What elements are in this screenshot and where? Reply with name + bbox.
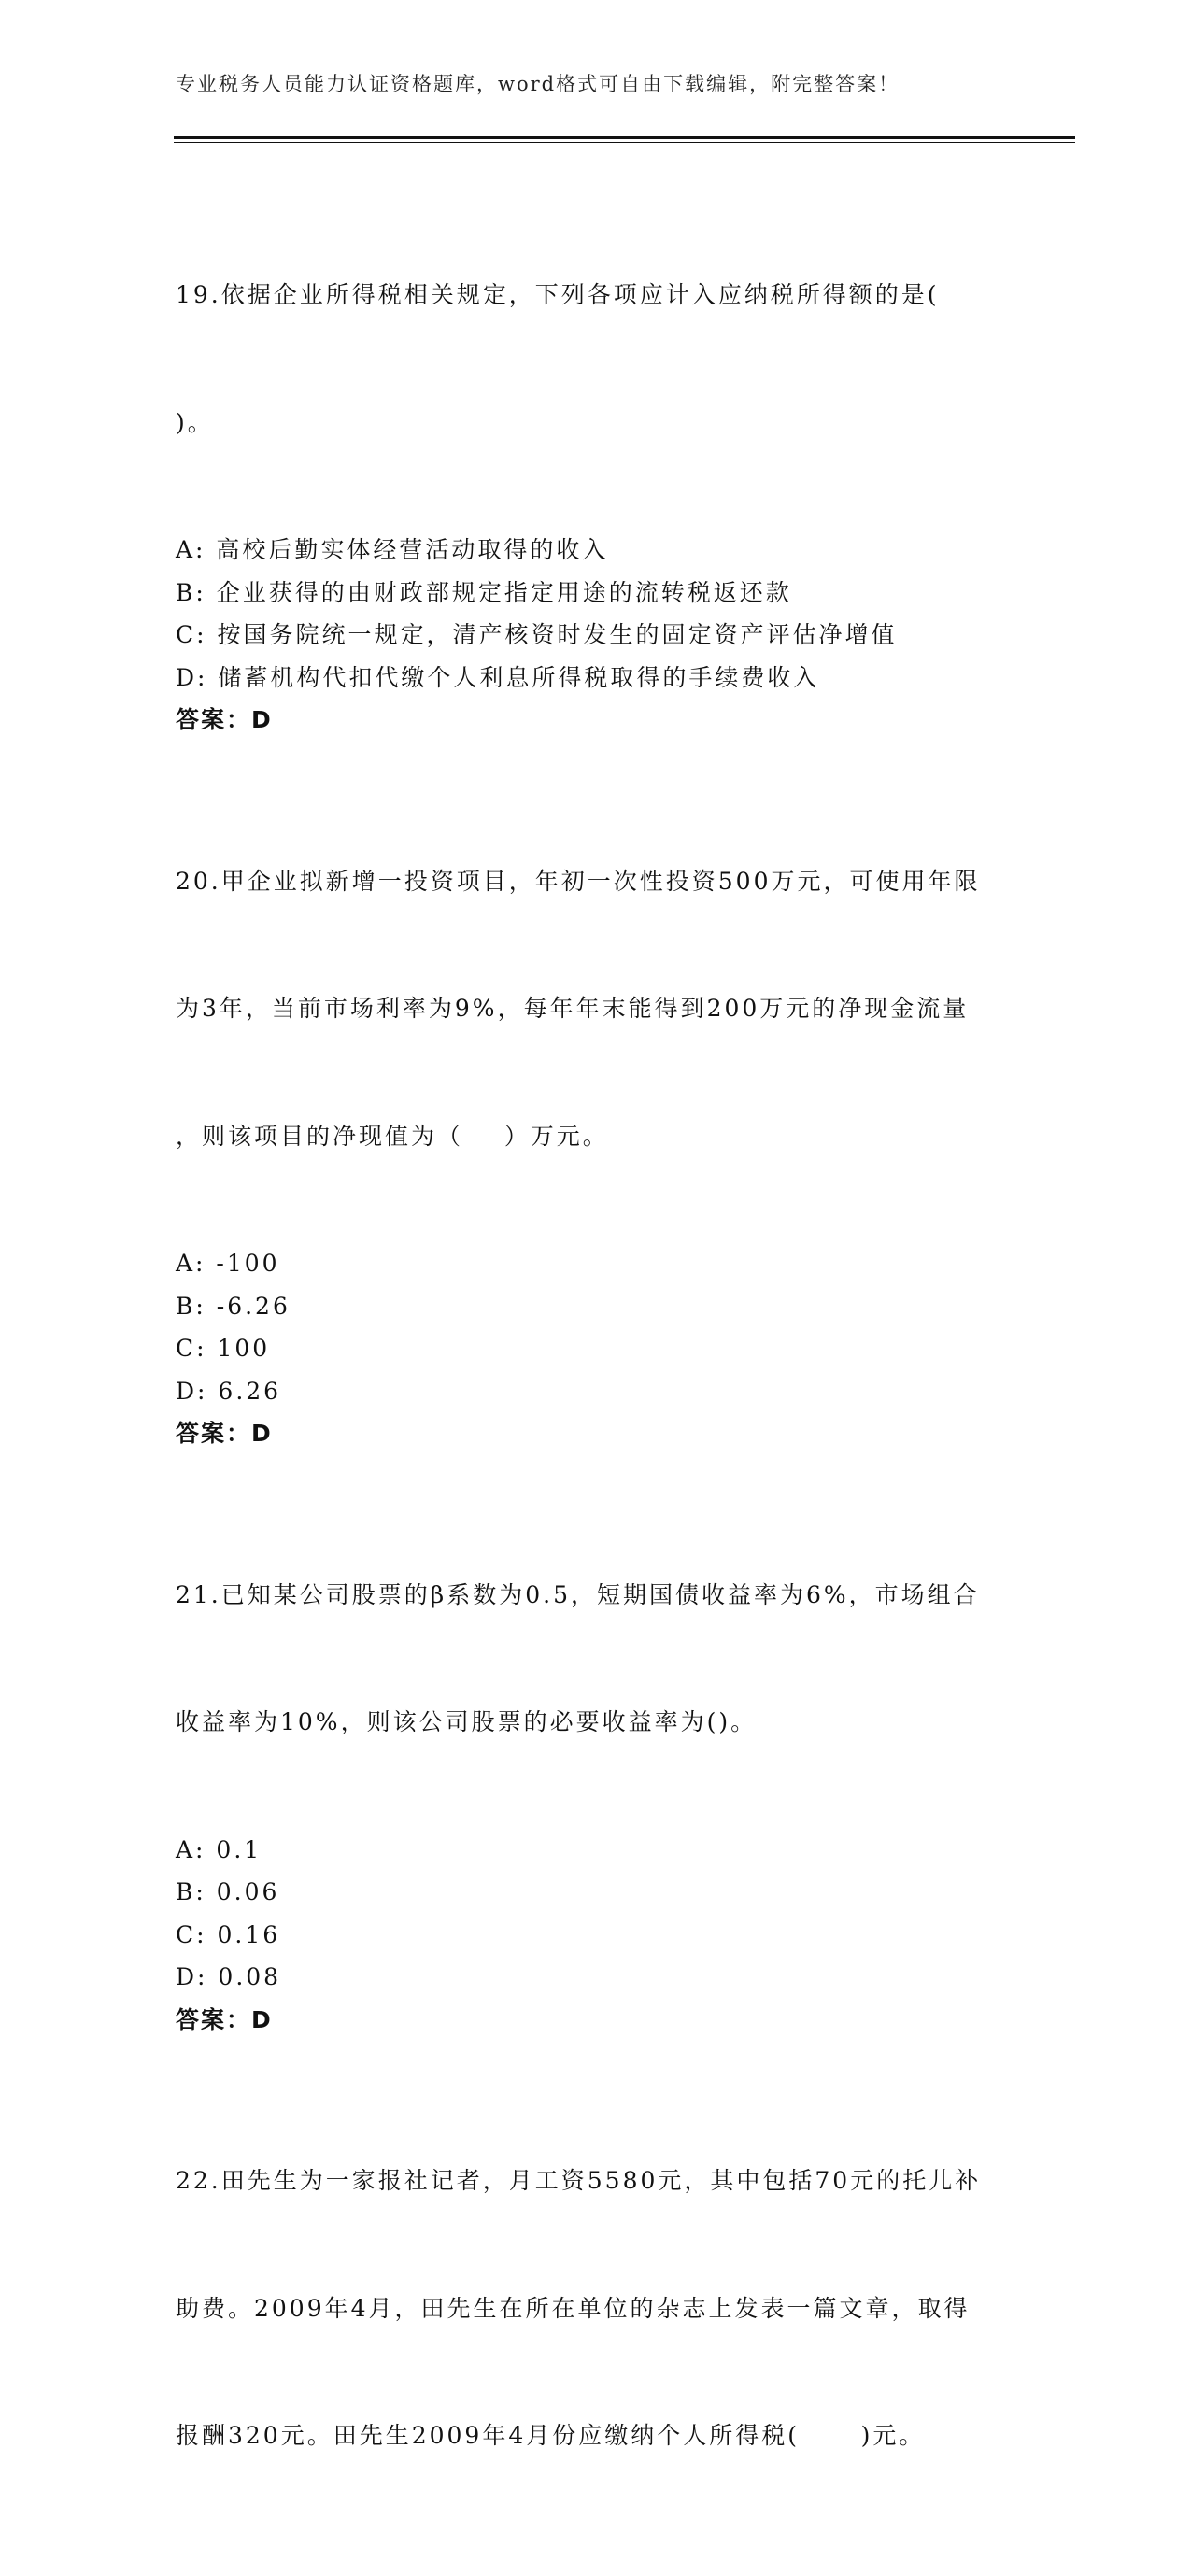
- question-21: [176, 1489, 1016, 2042]
- stem-line: 收益率为10%，则该公司股票的必要收益率为()。: [176, 1708, 758, 1735]
- question-19: [176, 189, 1016, 742]
- header-rule-thick: [174, 136, 1075, 139]
- option-b: B: 企业获得的由财政部规定指定用途的流转税返还款: [176, 578, 792, 606]
- stem-line: 报酬320元。田先生2009年4月份应缴纳个人所得税( )元。: [176, 2422, 926, 2449]
- question-20: [176, 775, 1016, 1455]
- option-a: A: 高校后勤实体经营活动取得的收入: [176, 536, 609, 563]
- option-c: C: 100: [176, 1335, 271, 1362]
- stem-line: ，则该项目的净现值为（ ）万元。: [176, 1122, 609, 1150]
- stem-line: 助费。2009年4月，田先生在所在单位的杂志上发表一篇文章，取得: [176, 2294, 971, 2322]
- stem-line: 19.依据企业所得税相关规定，下列各项应计入应纳税所得额的是(: [176, 281, 940, 308]
- option-d: D: 0.08: [176, 1963, 282, 1990]
- question-list: [176, 189, 1016, 2576]
- answer: 答案：D: [176, 706, 273, 733]
- stem-line: 21.已知某公司股票的β系数为0.5，短期国债收益率为6%，市场组合: [176, 1580, 980, 1608]
- stem-line: )。: [176, 408, 214, 436]
- stem-line: 22.田先生为一家报社记者，月工资5580元，其中包括70元的托儿补: [176, 2167, 982, 2194]
- question-stem: [176, 2074, 1016, 2542]
- option-a: A: 0.1: [176, 1835, 262, 1863]
- question-22: [176, 2074, 1016, 2542]
- header-rule-thin: [174, 142, 1075, 143]
- option-a: A: -100: [176, 1250, 280, 1277]
- page-header: 专业税务人员能力认证资格题库，word格式可自由下载编辑，附完整答案！: [176, 73, 900, 95]
- option-c: C: 0.16: [176, 1920, 281, 1948]
- stem-line: 为3年，当前市场利率为9%，每年年末能得到200万元的净现金流量: [176, 995, 970, 1022]
- option-c: C: 按国务院统一规定，清产核资时发生的固定资产评估净增值: [176, 621, 898, 648]
- answer: 答案：D: [176, 2005, 273, 2033]
- option-b: B: 0.06: [176, 1878, 280, 1905]
- stem-line: 20.甲企业拟新增一投资项目，年初一次性投资500万元，可使用年限: [176, 867, 981, 895]
- question-stem: [176, 1489, 1016, 1829]
- answer: 答案：D: [176, 1420, 273, 1447]
- option-d: D: 储蓄机构代扣代缴个人利息所得税取得的手续费收入: [176, 663, 820, 691]
- option-d: D: 6.26: [176, 1377, 282, 1405]
- option-b: B: -6.26: [176, 1292, 291, 1320]
- question-stem: [176, 775, 1016, 1243]
- question-stem: [176, 189, 1016, 529]
